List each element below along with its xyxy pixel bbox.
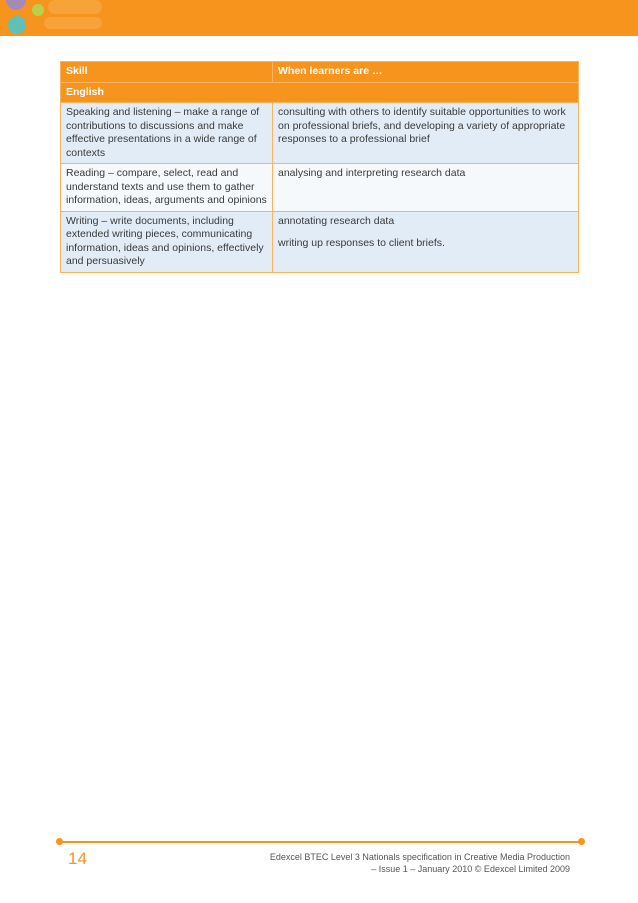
when-cell [273,103,579,164]
when-text: annotating research data [278,214,395,227]
when-cell [273,211,579,272]
decorative-bar [48,0,102,14]
page-number: 14 [68,849,87,868]
footer-dot-left [56,838,63,845]
header-band [0,0,638,36]
decorative-circle [32,4,44,16]
table-row [61,164,579,212]
section-row [61,82,579,103]
when-cell [273,164,579,212]
footer-text [240,851,570,875]
table-header-row [61,62,579,83]
when-text: consulting with others to identify suitable opportunities to work on professional briefs, and developing a variety of appropriate responses to a professional brief [278,106,566,145]
table-row [61,211,579,272]
when-text: analysing and interpreting research data [278,167,466,179]
skill-cell: Reading – compare, select, read and understand texts and use them to gather information, ideas, arguments and opinions [61,164,273,212]
skill-cell: Writing – write documents, including extended writing pieces, communicating information, ideas and opinions, effectively and persuasively [61,211,273,272]
decorative-circle [8,16,26,34]
skills-table [60,61,579,273]
section-title: English [61,82,579,103]
column-header-skill: Skill [61,62,273,83]
table-row [61,103,579,164]
column-header-when: When learners are … [273,62,579,83]
footer-dot-right [578,838,585,845]
footer-divider [59,841,580,843]
skill-cell: Speaking and listening – make a range of contributions to discussions and make effective presentations in a wide range of contexts [61,103,273,164]
when-text: writing up responses to client briefs. [278,237,445,249]
decorative-circle [6,0,26,10]
footer-line-2: – Issue 1 – January 2010 © Edexcel Limited 2009 [371,864,570,874]
decorative-bar [44,17,102,29]
footer-line-1: Edexcel BTEC Level 3 Nationals specification in Creative Media Production [269,852,570,862]
